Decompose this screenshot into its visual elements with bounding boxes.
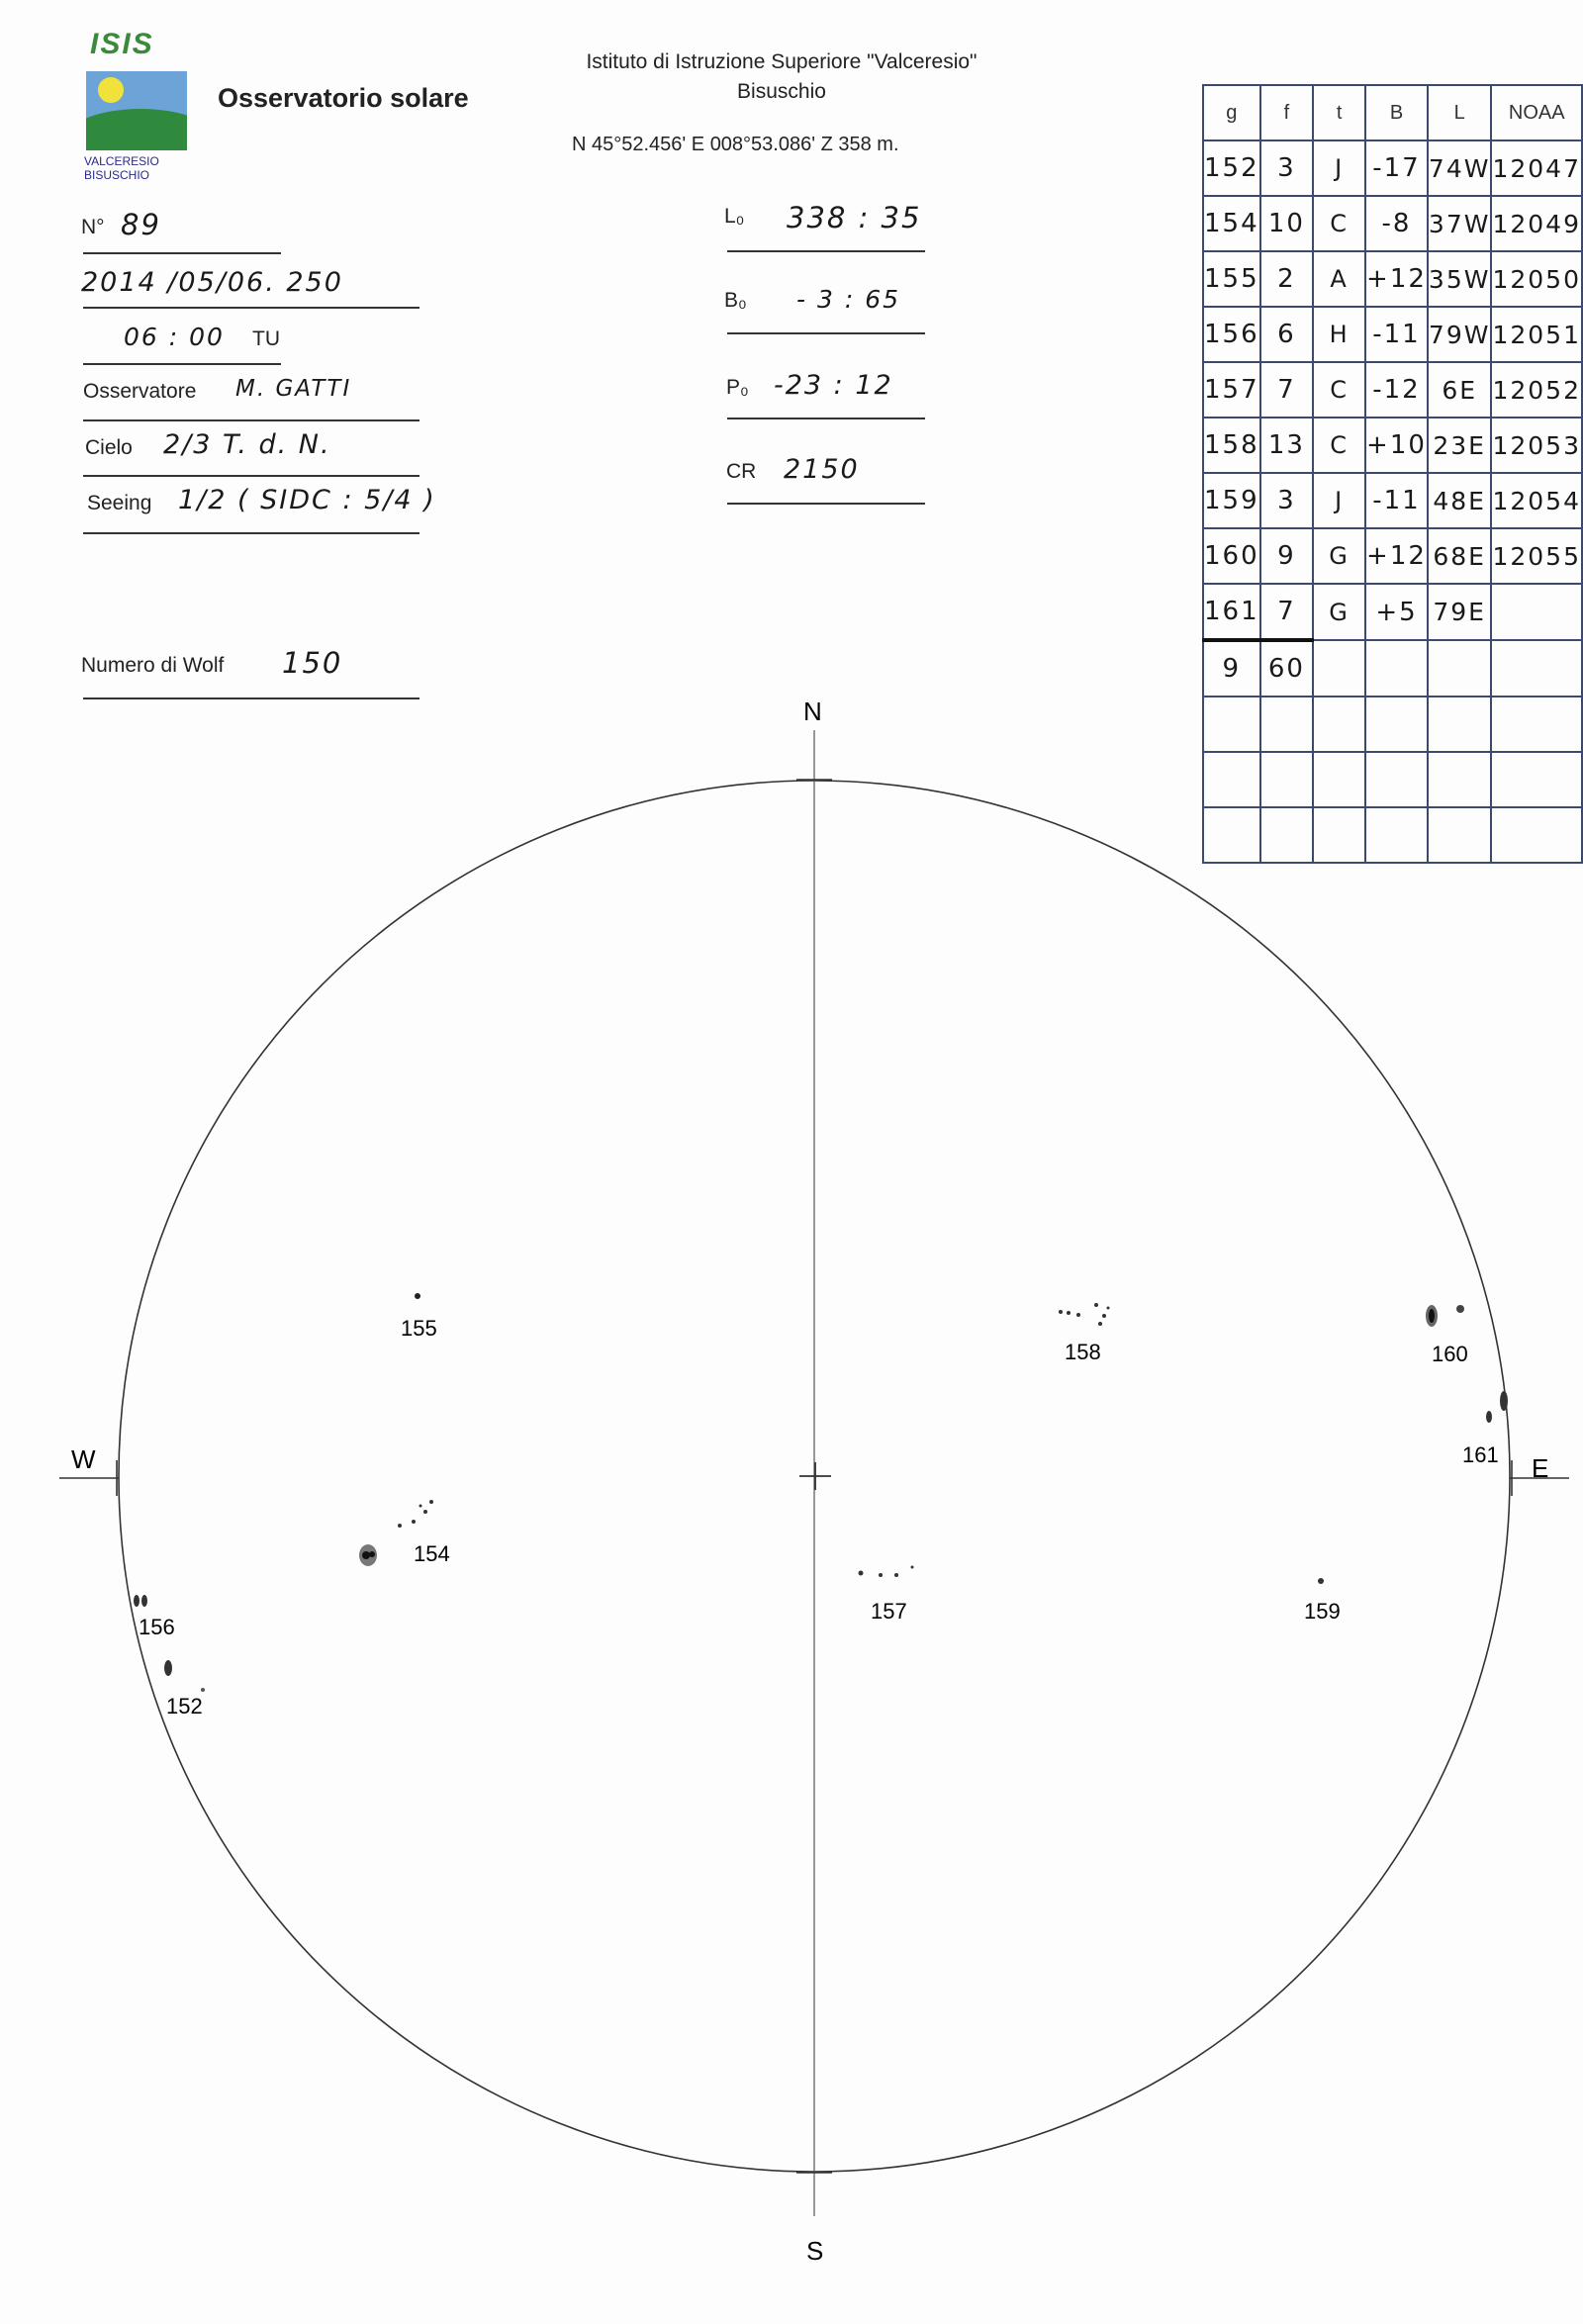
time-unit: TU <box>252 327 280 350</box>
table-cell-noaa: 12054 <box>1491 473 1582 528</box>
table-cell-noaa: 12050 <box>1491 251 1582 307</box>
table-cell-l: 6E <box>1428 362 1492 418</box>
table-cell-b: +12 <box>1365 528 1428 584</box>
north-label: N <box>803 697 822 726</box>
carrington-rotation: 2150 <box>784 454 860 485</box>
group-160 <box>1426 1305 1468 1366</box>
group-157 <box>859 1566 914 1625</box>
west-label: W <box>71 1444 96 1474</box>
table-cell-noaa: 12047 <box>1491 140 1582 196</box>
number-label: N° <box>81 216 105 238</box>
table-cell-t: C <box>1313 418 1365 473</box>
observer-label: Osservatore <box>83 380 197 403</box>
table-cell-f: 7 <box>1260 362 1314 418</box>
table-cell-b: -17 <box>1365 140 1428 196</box>
total-groups: 9 <box>1203 640 1260 697</box>
p0-value: -23 : 12 <box>774 370 893 401</box>
table-cell-f: 3 <box>1260 473 1314 528</box>
b0-value: - 3 : 65 <box>796 285 901 314</box>
table-cell-b: -12 <box>1365 362 1428 418</box>
table-cell-b: +10 <box>1365 418 1428 473</box>
table-cell-f: 6 <box>1260 307 1314 362</box>
seeing-value: 1/2 ( SIDC : 5/4 ) <box>178 485 436 515</box>
svg-text:158: 158 <box>1065 1340 1101 1364</box>
observation-date: 2014 /05/06. 250 <box>81 267 343 298</box>
svg-text:157: 157 <box>871 1599 907 1624</box>
table-cell-f: 13 <box>1260 418 1314 473</box>
header-f: f <box>1260 85 1314 140</box>
table-cell-t: A <box>1313 251 1365 307</box>
table-cell-noaa: 12049 <box>1491 196 1582 251</box>
svg-text:160: 160 <box>1432 1342 1468 1366</box>
svg-text:159: 159 <box>1304 1599 1341 1624</box>
table-cell-f: 2 <box>1260 251 1314 307</box>
sky-value: 2/3 T. d. N. <box>163 429 331 460</box>
east-label: E <box>1532 1453 1549 1483</box>
table-cell-l: 23E <box>1428 418 1492 473</box>
table-cell-g: 160 <box>1203 528 1260 584</box>
table-cell-l: 79W <box>1428 307 1492 362</box>
table-cell-g: 152 <box>1203 140 1260 196</box>
group-152 <box>164 1660 205 1719</box>
logo-line-1: VALCERESIO <box>84 154 159 168</box>
table-cell-noaa: 12055 <box>1491 528 1582 584</box>
table-cell-g: 161 <box>1203 584 1260 640</box>
wolf-number: 150 <box>282 646 343 680</box>
wolf-label: Numero di Wolf <box>81 654 225 677</box>
school-name: Istituto di Istruzione Superiore "Valceresio" <box>586 50 978 73</box>
group-154 <box>359 1500 450 1566</box>
table-cell-l: 37W <box>1428 196 1492 251</box>
header-g: g <box>1203 85 1260 140</box>
svg-text:154: 154 <box>414 1541 450 1566</box>
table-cell-t: H <box>1313 307 1365 362</box>
svg-text:155: 155 <box>401 1316 437 1341</box>
cr-label: CR <box>726 460 757 483</box>
l0-label: L₀ <box>724 205 745 228</box>
group-156 <box>134 1595 175 1639</box>
group-161 <box>1462 1391 1508 1467</box>
b0-label: B₀ <box>724 289 747 312</box>
header-noaa: NOAA <box>1491 85 1582 140</box>
svg-text:156: 156 <box>139 1615 175 1639</box>
table-cell-g: 155 <box>1203 251 1260 307</box>
table-cell-noaa: 12052 <box>1491 362 1582 418</box>
header-b: B <box>1365 85 1428 140</box>
table-cell-b: -11 <box>1365 473 1428 528</box>
table-cell-b: +5 <box>1365 584 1428 640</box>
header-l: L <box>1428 85 1492 140</box>
table-cell-g: 156 <box>1203 307 1260 362</box>
table-cell-g: 159 <box>1203 473 1260 528</box>
table-cell-t: J <box>1313 140 1365 196</box>
logo-isis-text: ISIS <box>90 28 154 60</box>
p0-label: P₀ <box>726 376 749 399</box>
table-cell-f: 10 <box>1260 196 1314 251</box>
table-cell-g: 154 <box>1203 196 1260 251</box>
observer-name: M. GATTI <box>235 376 352 402</box>
group-155 <box>401 1293 437 1341</box>
table-cell-l: 74W <box>1428 140 1492 196</box>
total-spots: 60 <box>1260 640 1314 697</box>
table-cell-b: +12 <box>1365 251 1428 307</box>
site-coordinates: N 45°52.456' E 008°53.086' Z 358 m. <box>572 134 899 155</box>
table-cell-t: C <box>1313 196 1365 251</box>
table-cell-l: 68E <box>1428 528 1492 584</box>
observatory-title: Osservatorio solare <box>218 83 469 113</box>
table-cell-b: -11 <box>1365 307 1428 362</box>
logo-line-2: BISUSCHIO <box>84 168 150 182</box>
group-158 <box>1059 1303 1110 1364</box>
l0-value: 338 : 35 <box>787 201 922 234</box>
school-town: Bisuschio <box>737 80 826 103</box>
table-cell-noaa: 12053 <box>1491 418 1582 473</box>
table-cell-g: 158 <box>1203 418 1260 473</box>
table-cell-l: 35W <box>1428 251 1492 307</box>
table-cell-g: 157 <box>1203 362 1260 418</box>
group-159 <box>1304 1578 1341 1624</box>
table-cell-l: 79E <box>1428 584 1492 640</box>
table-cell-t: J <box>1313 473 1365 528</box>
svg-text:161: 161 <box>1462 1442 1499 1467</box>
header-t: t <box>1313 85 1365 140</box>
observation-time: 06 : 00 <box>124 323 225 351</box>
observation-number: 89 <box>121 208 161 241</box>
table-cell-t: G <box>1313 584 1365 640</box>
south-label: S <box>806 2236 824 2266</box>
table-cell-t: C <box>1313 362 1365 418</box>
svg-text:152: 152 <box>166 1694 203 1719</box>
seeing-label: Seeing <box>87 492 152 514</box>
sky-label: Cielo <box>85 436 133 459</box>
table-cell-l: 48E <box>1428 473 1492 528</box>
table-cell-f: 9 <box>1260 528 1314 584</box>
table-cell-b: -8 <box>1365 196 1428 251</box>
table-cell-noaa: 12051 <box>1491 307 1582 362</box>
table-cell-t: G <box>1313 528 1365 584</box>
table-cell-f: 3 <box>1260 140 1314 196</box>
table-cell-f: 7 <box>1260 584 1314 640</box>
